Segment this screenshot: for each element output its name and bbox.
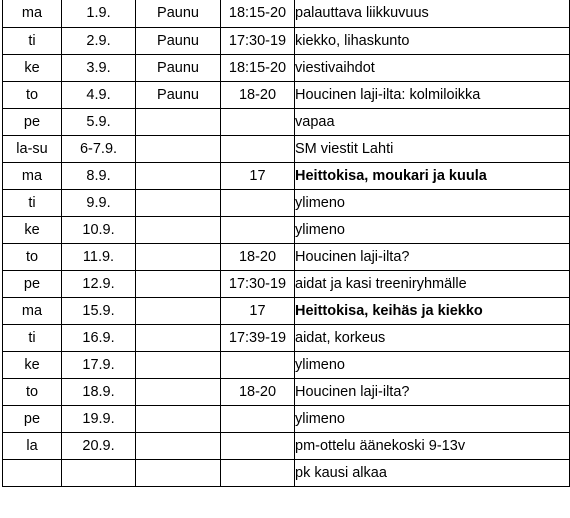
day-cell: ma <box>3 0 62 27</box>
table-row <box>3 351 570 378</box>
table-row <box>3 378 570 405</box>
day-cell: to <box>3 243 62 270</box>
date-cell: 1.9. <box>62 0 136 27</box>
table-row <box>3 27 570 54</box>
date-cell: 6-7.9. <box>62 135 136 162</box>
table-row <box>3 459 570 486</box>
table-row <box>3 189 570 216</box>
time-cell: 18-20 <box>221 243 295 270</box>
activity-cell: ylimeno <box>295 405 570 432</box>
place-cell <box>136 459 221 486</box>
day-cell: ke <box>3 216 62 243</box>
date-cell: 17.9. <box>62 351 136 378</box>
day-cell: ke <box>3 351 62 378</box>
activity-cell: SM viestit Lahti <box>295 135 570 162</box>
time-cell: 18-20 <box>221 81 295 108</box>
day-cell: pe <box>3 270 62 297</box>
day-cell: pe <box>3 405 62 432</box>
date-cell: 4.9. <box>62 81 136 108</box>
day-cell: to <box>3 81 62 108</box>
training-schedule-table <box>2 0 570 487</box>
day-cell: to <box>3 378 62 405</box>
table-row <box>3 81 570 108</box>
time-cell: 17 <box>221 297 295 324</box>
day-cell: la-su <box>3 135 62 162</box>
date-cell <box>62 459 136 486</box>
date-cell: 19.9. <box>62 405 136 432</box>
place-cell <box>136 378 221 405</box>
activity-cell: Houcinen laji-ilta: kolmiloikka <box>295 81 570 108</box>
day-cell: pe <box>3 108 62 135</box>
activity-cell: aidat ja kasi treeniryhmälle <box>295 270 570 297</box>
day-cell: ti <box>3 324 62 351</box>
date-cell: 5.9. <box>62 108 136 135</box>
activity-cell: Heittokisa, moukari ja kuula <box>295 162 570 189</box>
table-row <box>3 432 570 459</box>
place-cell <box>136 243 221 270</box>
activity-cell: vapaa <box>295 108 570 135</box>
day-cell: ma <box>3 297 62 324</box>
time-cell: 18-20 <box>221 378 295 405</box>
table-row <box>3 270 570 297</box>
place-cell <box>136 351 221 378</box>
place-cell <box>136 108 221 135</box>
time-cell <box>221 432 295 459</box>
date-cell: 12.9. <box>62 270 136 297</box>
time-cell <box>221 189 295 216</box>
time-cell: 17:39-19 <box>221 324 295 351</box>
place-cell: Paunu <box>136 27 221 54</box>
schedule-body <box>3 0 570 486</box>
time-cell: 18:15-20 <box>221 0 295 27</box>
time-cell: 17:30-19 <box>221 27 295 54</box>
time-cell <box>221 351 295 378</box>
time-cell <box>221 135 295 162</box>
place-cell: Paunu <box>136 54 221 81</box>
date-cell: 3.9. <box>62 54 136 81</box>
activity-cell: viestivaihdot <box>295 54 570 81</box>
time-cell <box>221 405 295 432</box>
day-cell <box>3 459 62 486</box>
activity-cell: Heittokisa, keihäs ja kiekko <box>295 297 570 324</box>
table-row <box>3 297 570 324</box>
time-cell <box>221 108 295 135</box>
date-cell: 11.9. <box>62 243 136 270</box>
date-cell: 2.9. <box>62 27 136 54</box>
activity-cell: Houcinen laji-ilta? <box>295 378 570 405</box>
place-cell <box>136 297 221 324</box>
table-row <box>3 162 570 189</box>
table-row <box>3 324 570 351</box>
place-cell <box>136 216 221 243</box>
place-cell <box>136 405 221 432</box>
date-cell: 8.9. <box>62 162 136 189</box>
activity-cell: ylimeno <box>295 351 570 378</box>
table-row <box>3 216 570 243</box>
activity-cell: kiekko, lihaskunto <box>295 27 570 54</box>
table-row <box>3 405 570 432</box>
day-cell: ti <box>3 27 62 54</box>
time-cell: 18:15-20 <box>221 54 295 81</box>
time-cell: 17 <box>221 162 295 189</box>
time-cell <box>221 459 295 486</box>
date-cell: 16.9. <box>62 324 136 351</box>
day-cell: la <box>3 432 62 459</box>
table-row <box>3 0 570 27</box>
time-cell: 17:30-19 <box>221 270 295 297</box>
date-cell: 10.9. <box>62 216 136 243</box>
activity-cell: ylimeno <box>295 189 570 216</box>
date-cell: 18.9. <box>62 378 136 405</box>
table-row <box>3 243 570 270</box>
activity-cell: pm-ottelu äänekoski 9-13v <box>295 432 570 459</box>
table-row <box>3 108 570 135</box>
place-cell <box>136 189 221 216</box>
table-row <box>3 54 570 81</box>
place-cell: Paunu <box>136 0 221 27</box>
place-cell <box>136 432 221 459</box>
activity-cell: Houcinen laji-ilta? <box>295 243 570 270</box>
day-cell: ke <box>3 54 62 81</box>
table-row <box>3 135 570 162</box>
place-cell <box>136 162 221 189</box>
activity-cell: ylimeno <box>295 216 570 243</box>
place-cell <box>136 135 221 162</box>
day-cell: ma <box>3 162 62 189</box>
day-cell: ti <box>3 189 62 216</box>
time-cell <box>221 216 295 243</box>
activity-cell: palauttava liikkuvuus <box>295 0 570 27</box>
date-cell: 15.9. <box>62 297 136 324</box>
place-cell: Paunu <box>136 81 221 108</box>
activity-cell: pk kausi alkaa <box>295 459 570 486</box>
activity-cell: aidat, korkeus <box>295 324 570 351</box>
place-cell <box>136 270 221 297</box>
date-cell: 20.9. <box>62 432 136 459</box>
place-cell <box>136 324 221 351</box>
date-cell: 9.9. <box>62 189 136 216</box>
